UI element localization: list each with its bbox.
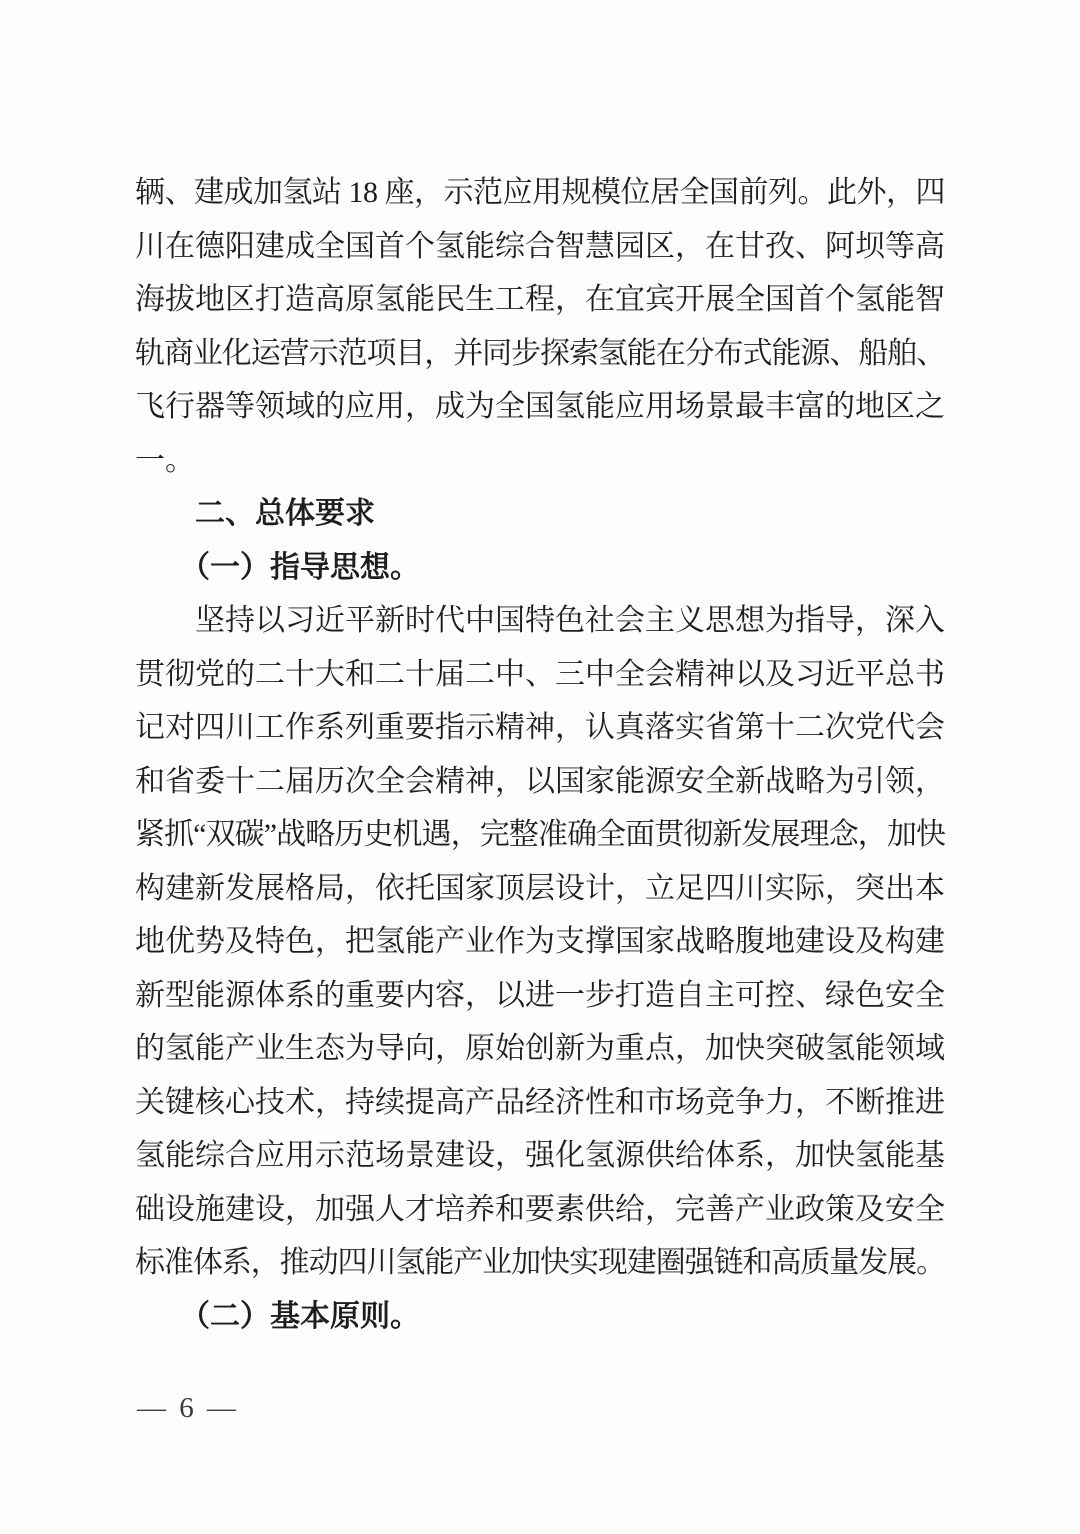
- body-text-line: 海拔地区打造高原氢能民生工程，在宜宾开展全国首个氢能智: [135, 283, 945, 316]
- heading-line: （二）基本原则。: [135, 1299, 420, 1333]
- heading-line: （一）指导思想。: [135, 550, 420, 584]
- body-text-line: 新型能源体系的重要内容，以进一步打造自主可控、绿色安全: [135, 978, 945, 1012]
- body-text-line: 飞行器等领域的应用，成为全国氢能应用场景最丰富的地区之: [135, 390, 945, 423]
- document-body: [135, 166, 945, 1343]
- body-text-line: 紧抓“双碳”战略历史机遇，完整准确全面贯彻新发展理念，加快: [135, 818, 945, 851]
- body-text-line: 氢能综合应用示范场景建设，强化氢源供给体系，加快氢能基: [135, 1139, 945, 1172]
- body-text-line: 础设施建设，加强人才培养和要素供给，完善产业政策及安全: [135, 1192, 945, 1226]
- page-number: — 6 —: [137, 1392, 236, 1424]
- body-text-line: 贯彻党的二十大和二十届二中、三中全会精神以及习近平总书: [135, 657, 945, 691]
- body-text-line: 关键核心技术，持续提高产品经济性和市场竞争力，不断推进: [135, 1085, 945, 1119]
- body-text-line: 记对四川工作系列重要指示精神，认真落实省第十二次党代会: [135, 711, 945, 744]
- body-text-line: 和省委十二届历次全会精神，以国家能源安全新战略为引领，: [135, 764, 945, 798]
- body-text-line: 一。: [135, 443, 195, 477]
- heading-line: 二、总体要求: [135, 497, 375, 530]
- body-text-line: 轨商业化运营示范项目，并同步探索氢能在分布式能源、船舶、: [135, 336, 945, 370]
- body-text-line: 构建新发展格局，依托国家顶层设计，立足四川实际，突出本: [135, 871, 945, 905]
- page-footer: [137, 1388, 236, 1428]
- body-text-line: 坚持以习近平新时代中国特色社会主义思想为指导，深入: [135, 604, 945, 637]
- body-text-line: 地优势及特色，把氢能产业作为支撑国家战略腹地建设及构建: [135, 925, 945, 958]
- body-text-line: 标准体系，推动四川氢能产业加快实现建圈强链和高质量发展。: [135, 1246, 945, 1279]
- body-text-line: 川在德阳建成全国首个氢能综合智慧园区，在甘孜、阿坝等高: [135, 229, 945, 263]
- body-text-line: 辆、建成加氢站 18 座，示范应用规模位居全国前列。此外，四: [135, 176, 945, 209]
- body-text-line: 的氢能产业生态为导向，原始创新为重点，加快突破氢能领域: [135, 1032, 945, 1065]
